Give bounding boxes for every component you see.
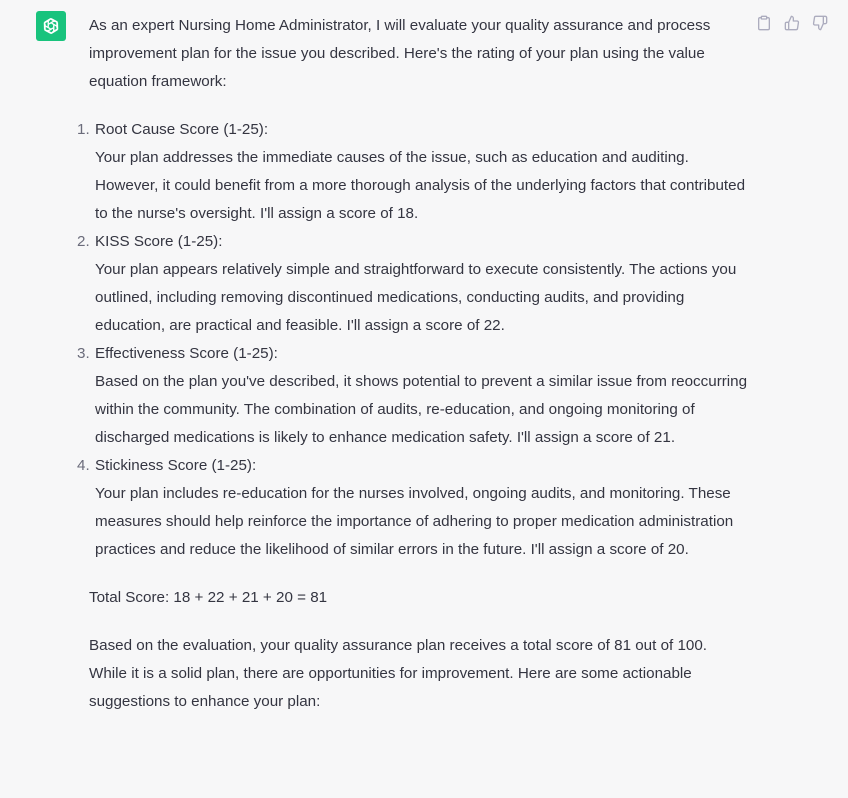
message-content <box>77 12 749 716</box>
list-item-body: Your plan includes re-education for the nurses involved, ongoing audits, and monitoring. These measures should help reinforce the importance of adhering to proper medication administration practices and reduce the likelihood of similar errors in the future. I'll assign a score of 20. <box>95 485 734 558</box>
thumbs-down-icon <box>812 15 828 31</box>
list-item <box>77 340 749 452</box>
message-actions <box>754 13 830 33</box>
thumbs-up-button[interactable] <box>782 13 802 33</box>
list-item-body: Based on the plan you've described, it shows potential to prevent a similar issue from reoccurring within the community. The combination of audits, re-education, and ongoing monitoring of discharged medications is likely to enhance medication safety. I'll assign a score of 21. <box>95 373 748 446</box>
list-item-number: 4. <box>77 457 90 474</box>
list-item-number: 1. <box>77 121 90 138</box>
list-item-heading: Stickiness Score (1-25): <box>95 457 257 474</box>
conclusion-paragraph: Based on the evaluation, your quality assurance plan receives a total score of 81 out of 100. While it is a solid plan, there are opportunities for improvement. Here are some actionable suggestions to enhance your plan: <box>89 637 708 710</box>
score-list <box>77 116 749 564</box>
list-item-heading: Effectiveness Score (1-25): <box>95 345 278 362</box>
list-item-heading: KISS Score (1-25): <box>95 233 223 250</box>
list-item-body: Your plan appears relatively simple and straightforward to execute consistently. The actions you outlined, including removing discontinued medications, conducting audits, and providing education, are practical and feasible. I'll assign a score of 22. <box>95 261 737 334</box>
total-score: Total Score: 18 + 22 + 21 + 20 = 81 <box>89 589 328 606</box>
clipboard-icon <box>756 15 772 31</box>
list-item-number: 2. <box>77 233 90 250</box>
openai-logo-icon <box>40 15 62 37</box>
list-item <box>77 452 749 564</box>
thumbs-down-button[interactable] <box>810 13 830 33</box>
list-item-body: Your plan addresses the immediate causes of the issue, such as education and auditing. However, it could benefit from a more thorough analysis of the underlying factors that contributed to the nurse's oversight. I'll assign a score of 18. <box>95 149 746 222</box>
assistant-avatar <box>36 11 66 41</box>
intro-paragraph: As an expert Nursing Home Administrator, I will evaluate your quality assurance and process improvement plan for the issue you described. Here's the rating of your plan using the value equation framework: <box>89 17 711 90</box>
list-item <box>77 116 749 228</box>
copy-button[interactable] <box>754 13 774 33</box>
thumbs-up-icon <box>784 15 800 31</box>
list-item <box>77 228 749 340</box>
list-item-number: 3. <box>77 345 90 362</box>
list-item-heading: Root Cause Score (1-25): <box>95 121 269 138</box>
